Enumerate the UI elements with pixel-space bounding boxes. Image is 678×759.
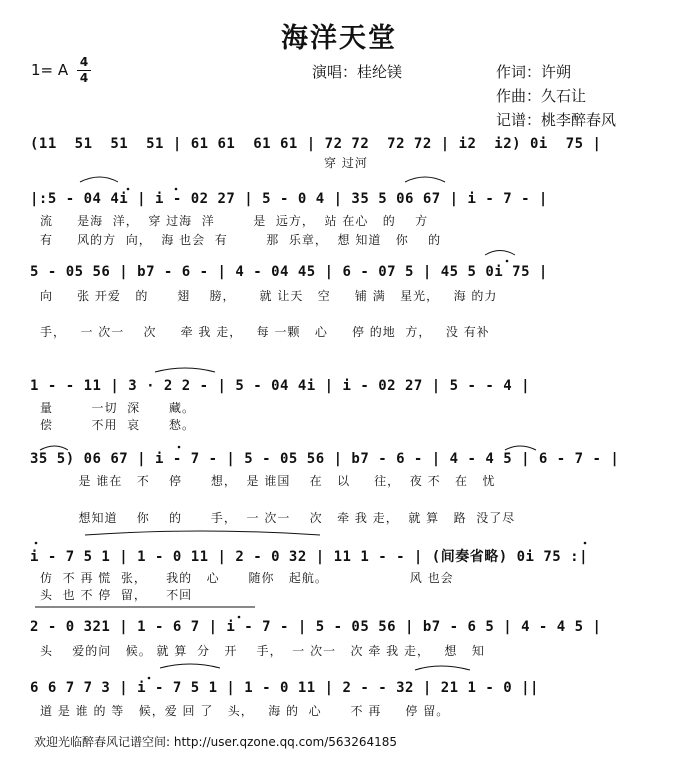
key-signature: 1= A bbox=[31, 61, 69, 79]
lyricist-credit: 作词：许朔 bbox=[496, 63, 572, 81]
lyric-line-6b: 头 也 不 停 留， 不回 bbox=[40, 588, 193, 602]
octave-dot bbox=[178, 446, 181, 449]
time-signature bbox=[77, 56, 91, 85]
octave-dot bbox=[506, 260, 509, 263]
octave-dot bbox=[148, 677, 151, 680]
lyric-line-3b: 手， 一 次一 次 牵 我 走， 每 一颗 心 停 的地 方， 没 有补 bbox=[40, 325, 490, 339]
lyric-line-2a: 流 是海 洋， 穿 过海 洋 是 远方， 站 在心 的 方 bbox=[40, 214, 429, 228]
score-line-7: 2 - 0 321 | 1 - 6 7 | i - 7 - | 5 - 05 56 | b7 - 6 5 | 4 - 4 5 | bbox=[30, 619, 602, 635]
lyric-line-5b: 想知道 你 的 手， 一 次一 次 牵 我 走， 就 算 路 没了尽 bbox=[40, 511, 516, 525]
score-line-8: 6 6 7 7 3 | i - 7 5 1 | 1 - 0 11 | 2 - - 32 | 21 1 - 0 || bbox=[30, 680, 539, 696]
score-line-1: (11 51 51 51 | 61 61 61 61 | 72 72 72 72 | i2 i2) 0i 75 | bbox=[30, 136, 602, 152]
singer-credit: 演唱：桂纶镁 bbox=[312, 63, 403, 81]
lyric-line-8a: 道 是 谁 的 等 候，爱 回 了 头， 海 的 心 不 再 停 留。 bbox=[40, 704, 450, 718]
slur-mark bbox=[40, 446, 68, 450]
lyric-line-4b: 偿 不用 哀 愁。 bbox=[40, 418, 196, 432]
slur-mark bbox=[160, 664, 220, 668]
lyric-line-6a: 仿 不 再 慌 张， 我的 心 随你 起航。 风 也会 bbox=[40, 571, 454, 585]
slur-mark bbox=[505, 446, 536, 450]
score-line-5: 35 5) 06 67 | i - 7 - | 5 - 05 56 | b7 - 6 - | 4 - 4 5 | 6 - 7 - | bbox=[30, 451, 620, 467]
time-sig-top: 4 bbox=[79, 55, 89, 69]
octave-dot bbox=[238, 616, 241, 619]
song-title: 海洋天堂 bbox=[281, 23, 397, 54]
lyric-line-2b: 有 风的方 向， 海 也会 有 那 乐章， 想 知道 你 的 bbox=[40, 233, 442, 247]
lyric-line-1a: 穿 过河 bbox=[40, 156, 368, 170]
slur-mark bbox=[485, 251, 515, 256]
score-line-3: 5 - 05 56 | b7 - 6 - | 4 - 04 45 | 6 - 07 5 | 45 5 0i 75 | bbox=[30, 264, 548, 280]
octave-dot bbox=[584, 542, 587, 545]
octave-dot bbox=[175, 188, 178, 191]
composer-credit: 作曲：久石让 bbox=[496, 87, 587, 105]
octave-dot bbox=[127, 188, 130, 191]
score-line-4: 1 - - 11 | 3 · 2 2 - | 5 - 04 4i | i - 02 27 | 5 - - 4 | bbox=[30, 378, 531, 394]
lyric-line-7a: 头 爱的问 候。 就 算 分 开 手， 一 次一 次 牵 我 走， 想 知 bbox=[40, 644, 485, 658]
time-sig-bottom: 4 bbox=[79, 71, 89, 85]
lyric-line-4a: 量 一切 深 藏。 bbox=[40, 401, 196, 415]
bracket-line bbox=[85, 531, 320, 535]
slur-mark bbox=[405, 177, 445, 182]
lyric-line-3a: 向 张 开爱 的 翅 膀， 就 让天 空 铺 满 星光， 海 的力 bbox=[40, 289, 498, 303]
score-line-6: i - 7 5 1 | 1 - 0 11 | 2 - 0 32 | 11 1 - - | (间奏省略) 0i 75 :| bbox=[30, 549, 589, 565]
octave-dot bbox=[35, 542, 38, 545]
slur-mark bbox=[155, 368, 215, 372]
score-line-2: |:5 - 04 4i | i - 02 27 | 5 - 0 4 | 35 5 06 67 | i - 7 - | bbox=[30, 191, 548, 207]
transcriber-credit: 记谱：桃李醉春风 bbox=[496, 111, 617, 129]
lyric-line-5a: 是 谁在 不 停 想， 是 谁国 在 以 往， 夜 不 在 忧 bbox=[40, 474, 496, 488]
slur-mark bbox=[80, 177, 118, 182]
slur-mark bbox=[415, 666, 470, 670]
footer-link-text: 欢迎光临醉春风记谱空间: http://user.qzone.qq.com/563264185 bbox=[34, 735, 398, 749]
